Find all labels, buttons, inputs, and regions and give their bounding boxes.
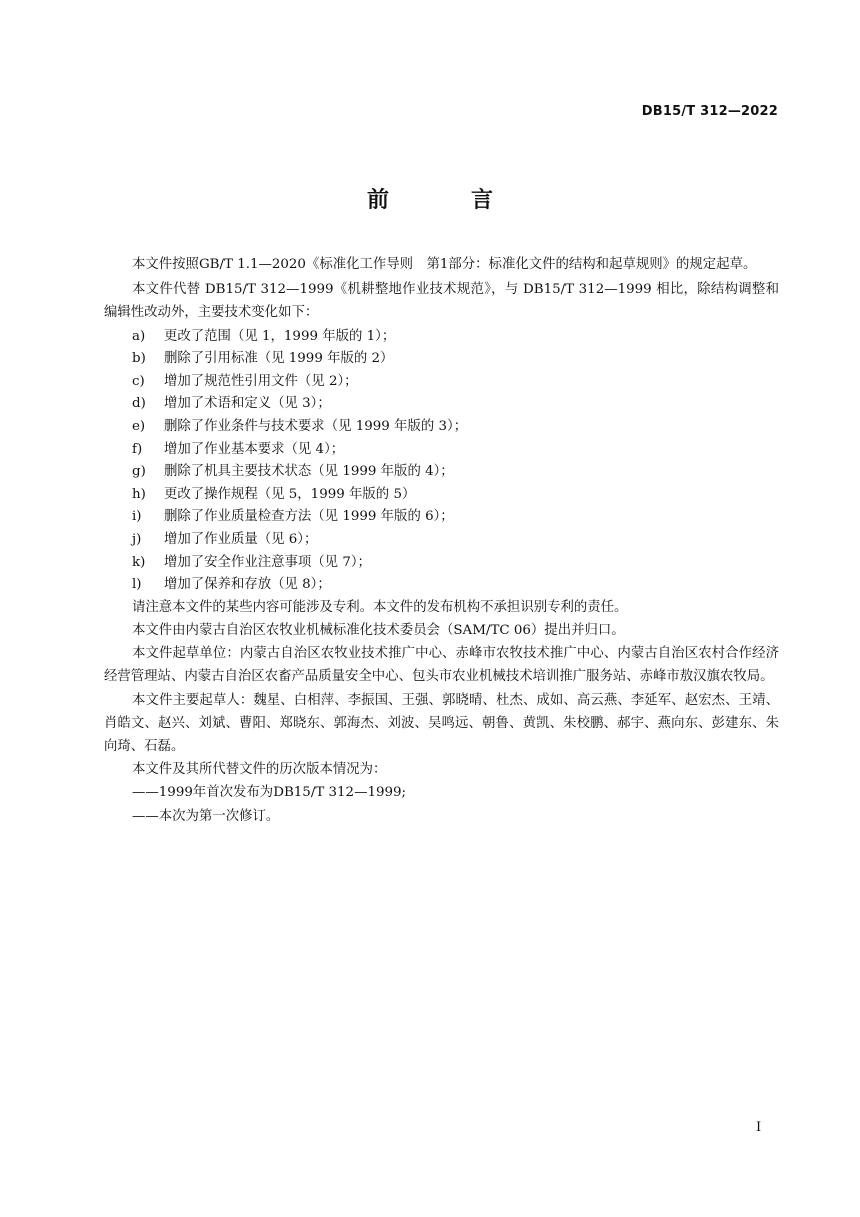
list-item xyxy=(104,551,779,574)
paragraph-drafters: 本文件主要起草人：魏星、白相萍、李振国、王强、郭晓晴、杜杰、成如、高云燕、李延军、赵宏杰、王靖、肖皓文、赵兴、刘斌、曹阳、郑晓东、郭海杰、刘波、吴鸣远、朝鲁、黄凯、朱校鹏、郝宇、燕向东、彭建东、朱向琦、石磊。 xyxy=(104,692,779,754)
list-item-text: 增加了作业基本要求（见 4）； xyxy=(164,441,345,457)
list-item xyxy=(104,460,779,483)
list-item xyxy=(104,438,779,461)
list-marker: d) xyxy=(132,396,146,412)
history-item: ——1999年首次发布为DB15/T 312—1999; xyxy=(132,785,407,801)
document-body xyxy=(104,253,779,828)
list-item-text: 删除了机具主要技术状态（见 1999 年版的 4）； xyxy=(164,464,454,480)
list-item-text: 删除了作业质量检查方法（见 1999 年版的 6）； xyxy=(164,509,454,525)
list-item-text: 更改了范围（见 1，1999 年版的 1）； xyxy=(164,328,396,344)
paragraph-version-history: 本文件及其所代替文件的历次版本情况为： xyxy=(132,762,387,778)
page-number: I xyxy=(756,1120,762,1135)
paragraph-proposer: 本文件由内蒙古自治区农牧业机械标准化技术委员会（SAM/TC 06）提出并归口。 xyxy=(132,622,625,638)
list-item-text: 更改了操作规程（见 5，1999 年版的 5） xyxy=(164,486,416,502)
list-marker: l) xyxy=(132,577,142,593)
list-item xyxy=(104,325,779,348)
list-item xyxy=(104,573,779,596)
list-marker: j) xyxy=(132,531,142,547)
list-marker: e) xyxy=(132,418,146,434)
list-item xyxy=(104,370,779,393)
list-item xyxy=(104,392,779,415)
paragraph-patent-notice: 请注意本文件的某些内容可能涉及专利。本文件的发布机构不承担识别专利的责任。 xyxy=(132,599,628,615)
paragraph-replacement: 本文件代替 DB15/T 312—1999《机耕整地作业技术规范》，与 DB15/T 312—1999 相比，除结构调整和编辑性改动外，主要技术变化如下： xyxy=(104,282,779,321)
list-marker: f) xyxy=(132,441,143,457)
page-title: 前 言 xyxy=(366,188,523,213)
list-item-text: 删除了作业条件与技术要求（见 1999 年版的 3）； xyxy=(164,418,468,434)
list-marker: a) xyxy=(132,328,146,344)
technical-changes-list xyxy=(104,325,779,596)
list-item xyxy=(104,505,779,528)
list-item xyxy=(104,415,779,438)
paragraph-drafting-units: 本文件起草单位：内蒙古自治区农牧业技术推广中心、赤峰市农牧技术推广中心、内蒙古自治区农村合作经济经营管理站、内蒙古自治区农畜产品质量安全中心、包头市农业机械技术培训推广服务站、赤峰市敖汉旗农牧局。 xyxy=(104,646,779,685)
list-marker: i) xyxy=(132,509,142,525)
list-item xyxy=(104,483,779,506)
list-item-text: 删除了引用标准（见 1999 年版的 2） xyxy=(164,351,394,367)
list-item-text: 增加了安全作业注意事项（见 7）； xyxy=(164,554,371,570)
paragraph-drafting-rule: 本文件按照GB/T 1.1—2020《标准化工作导则 第1部分：标准化文件的结构和起草规则》的规定起草。 xyxy=(132,257,757,272)
list-marker: h) xyxy=(132,486,146,502)
history-item: ——本次为第一次修订。 xyxy=(132,808,280,824)
document-code: DB15/T 312—2022 xyxy=(641,104,778,119)
list-item-text: 增加了规范性引用文件（见 2）； xyxy=(164,373,358,389)
list-marker: c) xyxy=(132,373,145,389)
list-item-text: 增加了保养和存放（见 8）； xyxy=(164,577,331,593)
list-marker: k) xyxy=(132,554,146,570)
list-item xyxy=(104,528,779,551)
list-item-text: 增加了作业质量（见 6）； xyxy=(164,531,318,547)
list-item xyxy=(104,347,779,370)
list-marker: g) xyxy=(132,464,146,480)
list-item-text: 增加了术语和定义（见 3）； xyxy=(164,396,331,412)
list-marker: b) xyxy=(132,351,146,367)
